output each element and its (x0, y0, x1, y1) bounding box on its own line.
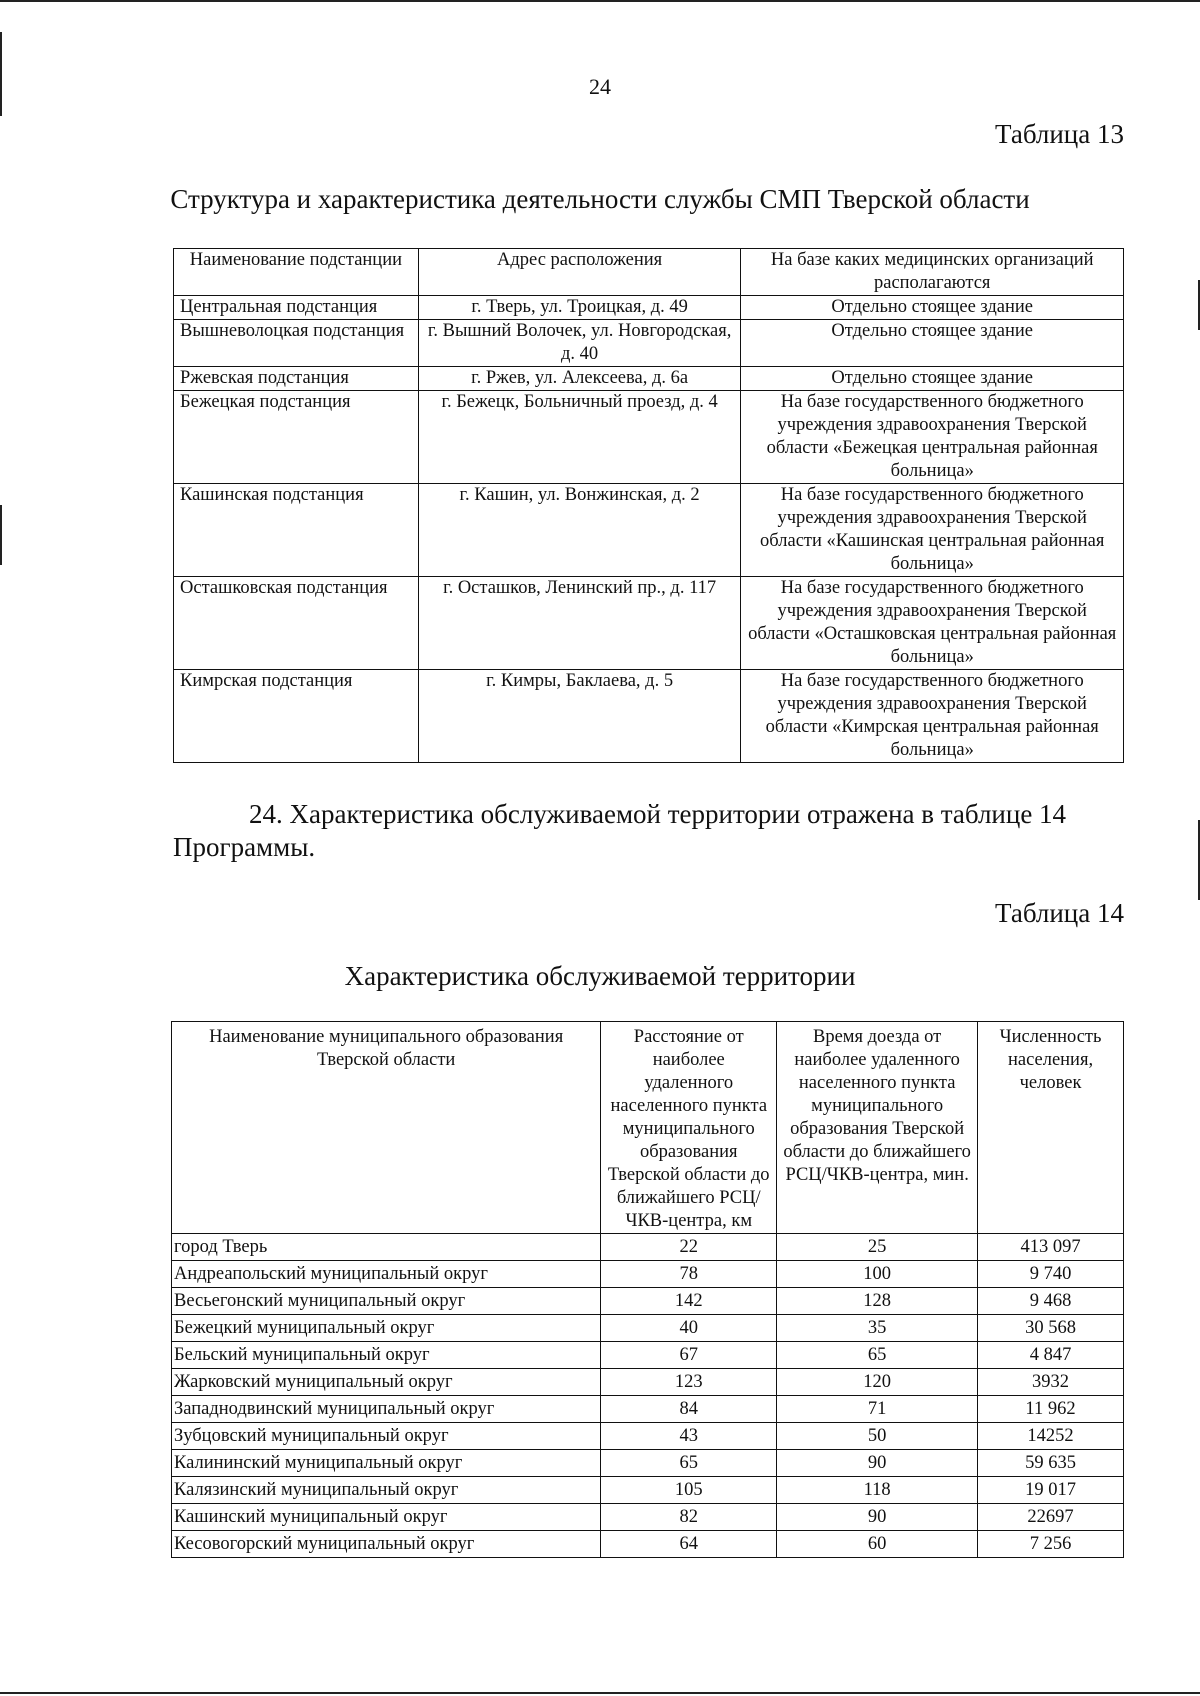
distance-km: 105 (601, 1477, 777, 1504)
municipality-name: Андреапольский муниципальный округ (172, 1261, 601, 1288)
header-base-organization: На базе каких медицинских организаций располагаются (741, 249, 1124, 296)
population: 9 740 (978, 1261, 1124, 1288)
distance-km: 22 (601, 1234, 777, 1261)
table-row (174, 577, 1124, 670)
population: 9 468 (978, 1288, 1124, 1315)
substation-base: Отдельно стоящее здание (741, 367, 1124, 391)
header-distance: Расстояние от наиболее удаленного населенного пункта муниципального образования Тверской области до ближайшего РСЦ/ЧКВ-центра, км (601, 1022, 777, 1234)
substation-address: г. Кимры, Баклаева, д. 5 (418, 670, 741, 763)
municipality-name: Калининский муниципальный округ (172, 1450, 601, 1477)
substation-name: Вышневолоцкая подстанция (174, 320, 419, 367)
travel-time-min: 120 (777, 1369, 978, 1396)
municipality-name: Жарковский муниципальный округ (172, 1369, 601, 1396)
municipality-name: Западнодвинский муниципальный округ (172, 1396, 601, 1423)
section-24-paragraph: 24. Характеристика обслуживаемой территории отражена в таблице 14 Программы. (173, 799, 1067, 862)
population: 30 568 (978, 1315, 1124, 1342)
municipality-name: Калязинский муниципальный округ (172, 1477, 601, 1504)
distance-km: 123 (601, 1369, 777, 1396)
scan-mark-left-2 (0, 505, 2, 565)
distance-km: 64 (601, 1531, 777, 1558)
header-travel-time: Время доезда от наиболее удаленного населенного пункта муниципального образования Тверской области до ближайшего РСЦ/ЧКВ-центра, мин. (777, 1022, 978, 1234)
substation-name: Бежецкая подстанция (174, 391, 419, 484)
travel-time-min: 50 (777, 1423, 978, 1450)
population: 14252 (978, 1423, 1124, 1450)
table-row (172, 1369, 1124, 1396)
travel-time-min: 118 (777, 1477, 978, 1504)
scan-border-bottom (0, 1692, 1200, 1694)
substation-address: г. Вышний Волочек, ул. Новгородская, д. 40 (418, 320, 741, 367)
population: 7 256 (978, 1531, 1124, 1558)
table-header-row (172, 1022, 1124, 1234)
distance-km: 78 (601, 1261, 777, 1288)
distance-km: 43 (601, 1423, 777, 1450)
substations-table (173, 248, 1124, 763)
table-row (174, 391, 1124, 484)
travel-time-min: 65 (777, 1342, 978, 1369)
substation-address: г. Бежецк, Больничный проезд, д. 4 (418, 391, 741, 484)
page-number: 24 (589, 74, 611, 99)
table-row (172, 1315, 1124, 1342)
header-municipality: Наименование муниципального образования Тверской области (172, 1022, 601, 1234)
population: 59 635 (978, 1450, 1124, 1477)
table-row (172, 1288, 1124, 1315)
population: 22697 (978, 1504, 1124, 1531)
municipality-name: Бельский муниципальный округ (172, 1342, 601, 1369)
municipality-name: Зубцовский муниципальный округ (172, 1423, 601, 1450)
header-address: Адрес расположения (418, 249, 741, 296)
table-row (172, 1342, 1124, 1369)
population: 4 847 (978, 1342, 1124, 1369)
header-substation-name: Наименование подстанции (174, 249, 419, 296)
distance-km: 65 (601, 1450, 777, 1477)
municipality-name: Весьегонский муниципальный округ (172, 1288, 601, 1315)
substation-address: г. Тверь, ул. Троицкая, д. 49 (418, 296, 741, 320)
substation-base: На базе государственного бюджетного учреждения здравоохранения Тверской области «Бежецкая центральная районная больница» (741, 391, 1124, 484)
population: 11 962 (978, 1396, 1124, 1423)
population: 3932 (978, 1369, 1124, 1396)
substation-base: На базе государственного бюджетного учреждения здравоохранения Тверской области «Кимрская центральная районная больница» (741, 670, 1124, 763)
table-row (174, 484, 1124, 577)
substation-name: Кимрская подстанция (174, 670, 419, 763)
substation-base: На базе государственного бюджетного учреждения здравоохранения Тверской области «Кашинская центральная районная больница» (741, 484, 1124, 577)
distance-km: 84 (601, 1396, 777, 1423)
substation-address: г. Ржев, ул. Алексеева, д. 6а (418, 367, 741, 391)
table14-label: Таблица 14 (995, 898, 1124, 928)
substation-address: г. Кашин, ул. Вонжинская, д. 2 (418, 484, 741, 577)
travel-time-min: 90 (777, 1450, 978, 1477)
municipality-name: город Тверь (172, 1234, 601, 1261)
table-row (172, 1423, 1124, 1450)
table13-title: Структура и характеристика деятельности службы СМП Тверской области (170, 184, 1030, 214)
table-row (172, 1450, 1124, 1477)
table-row (174, 670, 1124, 763)
municipality-name: Кашинский муниципальный округ (172, 1504, 601, 1531)
table-row (172, 1531, 1124, 1558)
territory-table (171, 1021, 1124, 1558)
table-row (172, 1477, 1124, 1504)
distance-km: 67 (601, 1342, 777, 1369)
population: 413 097 (978, 1234, 1124, 1261)
substation-name: Кашинская подстанция (174, 484, 419, 577)
table-row (172, 1234, 1124, 1261)
table-row (172, 1261, 1124, 1288)
travel-time-min: 90 (777, 1504, 978, 1531)
population: 19 017 (978, 1477, 1124, 1504)
table-row (172, 1396, 1124, 1423)
substation-name: Центральная подстанция (174, 296, 419, 320)
travel-time-min: 71 (777, 1396, 978, 1423)
distance-km: 40 (601, 1315, 777, 1342)
travel-time-min: 128 (777, 1288, 978, 1315)
substation-name: Осташковская подстанция (174, 577, 419, 670)
header-population: Численность населения, человек (978, 1022, 1124, 1234)
scan-border-top (0, 0, 1200, 2)
substation-base: На базе государственного бюджетного учреждения здравоохранения Тверской области «Осташковская центральная районная больница» (741, 577, 1124, 670)
substation-address: г. Осташков, Ленинский пр., д. 117 (418, 577, 741, 670)
municipality-name: Кесовогорский муниципальный округ (172, 1531, 601, 1558)
travel-time-min: 25 (777, 1234, 978, 1261)
substation-name: Ржевская подстанция (174, 367, 419, 391)
table-row (174, 320, 1124, 367)
table-header-row (174, 249, 1124, 296)
substation-base: Отдельно стоящее здание (741, 296, 1124, 320)
travel-time-min: 60 (777, 1531, 978, 1558)
substation-base: Отдельно стоящее здание (741, 320, 1124, 367)
table13-label: Таблица 13 (995, 119, 1124, 149)
travel-time-min: 100 (777, 1261, 978, 1288)
table14-title: Характеристика обслуживаемой территории (344, 961, 856, 991)
table-row (174, 367, 1124, 391)
distance-km: 142 (601, 1288, 777, 1315)
travel-time-min: 35 (777, 1315, 978, 1342)
table-row (174, 296, 1124, 320)
distance-km: 82 (601, 1504, 777, 1531)
table-row (172, 1504, 1124, 1531)
municipality-name: Бежецкий муниципальный округ (172, 1315, 601, 1342)
